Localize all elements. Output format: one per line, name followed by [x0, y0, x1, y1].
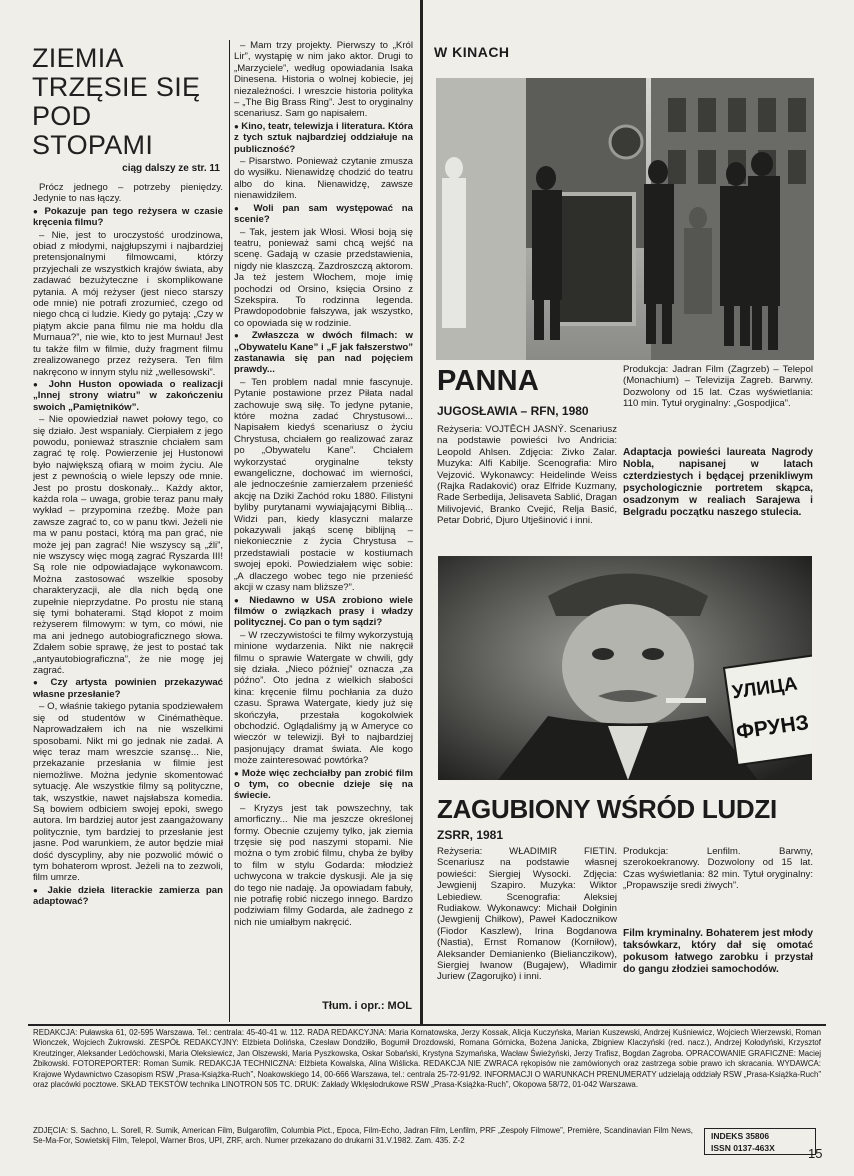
- film-production-zagubiony: Produkcja: Lenfilm. Barwny, szerokoekranowy. Dozwolony od 15 lat. Czas wyświetlania: 82 min. Tytuł oryginalny: „Propawszije sredi żiwych”.: [623, 846, 813, 892]
- interview-answer: – O, właśnie takiego pytania spodziewałem się od studentów w Cinémathèque. Naprowadzałem ich na nie wszelkimi sposobami. Nikt mi go jednak nie zadał. A więc teraz mam wreszcie szansę... Nie, przekazanie przesłania w filmie jest niemożliwe. Można jedynie skomentować sytuację. Ale wszystkie filmy są polityczne, tak, wszystkie, nawet najsłabsza komedia. Są bowiem odbiciem swojej epoki, swego autora. Im bardziej autor jest zaangażowany politycznie, tym bardziej to przesłanie jest jasne. Pod warunkiem, że autor będzie miał dość dyscypliny, aby nie pozwolić mówić o tym bohaterom wprost. Jeżeli na to zezwoli, film umrze.: [33, 701, 223, 884]
- footer-rule: [28, 1024, 826, 1026]
- interview-question: ● Kino, teatr, telewizja i literatura. Która z tych sztuk najbardziej oddziałuje na publiczność?: [234, 121, 413, 155]
- film-title-zagubiony: ZAGUBIONY WŚRÓD LUDZI: [437, 794, 777, 824]
- interview-answer: – Nie opowiedział nawet połowy tego, co się działo. Jest wspaniały. Cierpiałem z jego powodu, ponieważ strasznie chciałem sam zagrać tę rolę. Powierzenie jej Hustonowi było największą ofiarą w moim życiu. Ale jest z pewnością o wiele lepszy ode mnie. Jest po prostu doskonały... Każdy aktor, każda rola – uwaga, grobie teraz panu mały wykład – przypomina rzeźbę. Może pan zawsze zagrać to, co w panu tkwi. Jeżeli nie ma w panu postaci, którą ma pan grać, nie może jej pan zagrać! Nie wszyscy są „źli”, nie wszyscy więc mogą zagrać Ryszarda III! Są role nie odpowiadające wykonawcom. Można zastosować wszelkie sposoby charakteryzacji, ale dla nich będą one zupełnie nieprzydatne. Po prostu nie staną się tymi bohaterami. Stąd kłopot z moim reżyserem filmowym: w tym, co mówi, nie ma ani jednego autobiograficznego słowa. Zdałem sobie sprawę, że jest to postać tak „antyautobiograficzna”, że nie mogę jej zagrać.: [33, 414, 223, 677]
- interview-question: ● Niedawno w USA zrobiono wiele filmów o związkach prasy i władzy politycznej. Co pan o tym sądzi?: [234, 595, 413, 629]
- film-still-zagubiony-drawing: [438, 556, 812, 780]
- photo-credits: ZDJĘCIA: S. Sachno, L. Sorell, R. Sumik, American Film, Bulgarofilm, Columbia Pict., Epoca, Film-Echo, Jadran Film, Lenfilm, PRF „Zespoły Filmowe”, Première, Scandinavian Film News, Se-Ma-For, Sowietskij Film, Telepol, Warner Bros, UPI, ZRF, arch. Numer przekazano do drukarni 31.V.1982. Zam. 435. Z-2: [33, 1126, 693, 1146]
- film-origin-zagubiony: ZSRR, 1981: [437, 828, 504, 842]
- translator-credit: Tłum. i opr.: MOL: [322, 1000, 412, 1012]
- interview-answer: – Mam trzy projekty. Pierwszy to „Król Lir”, wystąpię w nim jako aktor. Drugi to „Marzyciele”, według opowiadania Isaka Dinesena. Historia o wolnej kobiecie, jej niezależności. I wreszcie historia polityka – „The Big Brass Ring”. Jest to oryginalny scenariusz. Sam go napisałem.: [234, 40, 413, 120]
- film-still-panna-drawing: [436, 78, 814, 360]
- article-headline: [32, 44, 222, 160]
- street-sign-line-2: ФРУНЗ: [734, 711, 811, 744]
- interview-answer: – Ten problem nadal mnie fascynuje. Pytanie postawione przez Piłata nadal zachowuje swą siłę. To jedyne pytanie, które można zadać Chrystusowi... Napisałem kiedyś scenariusz o życiu Chrystusa, chciałem go realizować zaraz po „Obywatelu Kane”. Chciałem wykorzystać oryginalne teksty ewangeliczne, dochować im wierności, ale jednocześnie zamierzałem przenieść akcję na Dziki Zachód roku 1880. Filistyni byliby purytanami wywiajającymi Biblią... Widzi pan, kiedy klasyczni malarze pokazywali jakąś scenę biblijną – niekoniecznie z życia Chrystusa – przedstawiali postacie w kostiumach swojej epoki. Powiedziałem więc sobie: „A dlaczego wobec tego nie przenieść akcji w czasy nam bliższe?”.: [234, 376, 413, 594]
- masthead-text: REDAKCJA: Puławska 61, 02-595 Warszawa. Tel.: centrala: 45-40-41 w. 112. RADA REDAKCYJNA: Maria Kornatowska, Jerzy Kossak, Alicja Kuczyńska, Marian Kuszewski, Andrzej Kuśniewicz, Wojciech Wierzewski, Roman Wionczek, Wojciech Żukrowski. ZESPÓŁ REDAKCYJNY: Elżbieta Dolińska, Czesław Dondziłło, Bogumił Drozdowski, Romana Górnicka, Bożena Janicka, Zbigniew Klaczyński (red. nacz.), Andrzej Kołodyński, Krzysztof Kreutzinger, Aleksander Ledóchowski, Maria Oleksiewicz, Jan Olszewski, Maria Pyszkowska, Oskar Sobański, Krystyna Szymańska, Wacław Świeżyński, Jerzy Trafisz, Bogdan Zagroba. OPRACOWANIE GRAFICZNE: Maciej Żbikowski. FOTOREPORTER: Roman Sumik. REDAKCJA TECHNICZNA: Elżbieta Kowalska, Alina Wiślicka. REDAKCJA NIE ZWRACA rękopisów nie zamówionych oraz zastrzega sobie prawo ich skracania. WYDAWCA: Krajowe Wydawnictwo Czasopism RSW „Prasa-Książka-Ruch”, Noakowskiego 14, 00-666 Warszawa, tel.: centrala 25-72-91/92. INFORMACJI O WARUNKACH PRENUMERATY udzielają oddziały RSW „Prasa-Książka-Ruch” oraz placówki pocztowe. SKŁAD TEKSTÓW technika LINOTRON 505 TC. DRUK: Zakłady Wklęsłodrukowe RSW „Prasa-Książka-Ruch”, Okopowa 58/72, 01-042 Warszawa.: [33, 1028, 821, 1090]
- interview-answer: Prócz jednego – potrzeby pieniędzy. Jedynie to nas łączy.: [33, 182, 223, 205]
- column-divider: [229, 40, 230, 1022]
- page-number: 15: [808, 1146, 823, 1161]
- film-description-zagubiony: Film kryminalny. Bohaterem jest młody taksówkarz, który dał się omotać pokusom łatwego zarobku i przystał do gangu złodziei samochodów.: [623, 928, 813, 975]
- interview-question: ● Czy artysta powinien przekazywać własne przesłanie?: [33, 677, 223, 700]
- interview-question: ● Jakie dzieła literackie zamierza pan adaptować?: [33, 885, 223, 908]
- index-number: INDEKS 35806: [711, 1131, 770, 1141]
- interview-answer: – W rzeczywistości te filmy wykorzystują minione wydarzenia. Nikt nie nakręcił filmu o sprawie Watergate w chwili, gdy się działa. „Nieco później” oznacza „za późno”. Oto jedna z wielkich słabości kina: kręcenie filmu pochłania za dużo czasu. Sprawa Watergate, kiedy już się skończyła, przestała kogokolwiek obchodzić. Oglądaliśmy ją w Ameryce co wieczór w telewizji. Był to najbardziej pasjonujący dramat świata. Ale kogo może zainteresować powtórka?: [234, 629, 413, 767]
- interview-answer: – Nie, jest to uroczystość urodzinowa, obiad z młodymi, najgłupszymi i najbardziej pretensjonalnymi filmowcami, którzy przyjechali ze wszystkich krajów świata, aby zadawać bezużyteczne i skomplikowane pytania. A mój reżyser (jest nieco starszy ode mnie) nie potrafi zrozumieć, czego od niego chcą ci ludzie. Kiedy go pytają: „Czy w piątym akcie pana filmu nie ma hołdu dla Murnaua?”, nie wie, kto to jest Murnau! Jest tu także film w filmie, duży fragment filmu zrealizowanego przez reżysera. Ten film nakręcono w innym stylu niż „wellesowski”.: [33, 229, 223, 378]
- street-sign-line-1: УЛИЦА: [730, 673, 799, 704]
- continued-note: ciąg dalszy ze str. 11: [122, 163, 220, 174]
- interview-answer: – Tak, jestem jak Włosi. Włosi boją się teatru, ponieważ sami chcą wejść na scenę. Gadają w czasie przedstawienia, nigdy nie klaszczą. Zazdroszczą aktorom. Ja też jestem Włochem, moje imię pochodzi od Orsino, księcia Orsino z Szekspira. To rodzinna legenda. Prawdopodobnie fałszywa, jak wszystko, co opowiada się w rodzinie.: [234, 226, 413, 329]
- headline-line: ZIEMIA: [32, 43, 124, 73]
- issn-number: ISSN 0137-463X: [711, 1143, 775, 1153]
- article-column-1: [33, 182, 223, 1020]
- interview-question: ● Woli pan sam występować na scenie?: [234, 203, 413, 226]
- film-title-panna: PANNA: [437, 365, 539, 397]
- interview-answer: – Kryzys jest tak powszechny, tak amorficzny... Nie ma jeszcze określonej formy. Obecnie czujemy tylko, jak ziemia trzęsie się pod naszymi stopami. Nie można o tym zrobić filmu, chyba że byłby to film w stylu Godarda: młodzież uchwycona w trakcie dyskusji. Ale ja się do tego nie nadaję. Ja opowiadam fabuły, nie potrafię robić niczego innego. Bardzo podziwiam filmy Godarda, ale żadnego z nich nie umiałbym nakręcić.: [234, 802, 413, 928]
- film-still-panna: [436, 78, 814, 360]
- interview-answer: – Pisarstwo. Ponieważ czytanie zmusza do wysiłku. Nienawidzę chodzić do teatru albo do kina. Nienawidzę, zawsze nienawidziłem.: [234, 156, 413, 202]
- interview-question: ● John Huston opowiada o realizacji „Innej strony wiatru” w zakończeniu swoich „Pamiętników”.: [33, 379, 223, 413]
- headline-line: STOPAMI: [32, 130, 154, 160]
- interview-question: ● Zwłaszcza w dwóch filmach: w „Obywatelu Kane” i „F jak fałszerstwo” zastanawia się pan nad pojęciem prawdy...: [234, 330, 413, 376]
- film-credits-zagubiony: Reżyseria: WŁADIMIR FIETIN. Scenariusz na podstawie własnej powieści: Siergiej Wysocki. Zdjęcia: Jewgienij Szapiro. Muzyka: Wiktor Lebiediew. Scenografia: Aleksiej Rudiakow. Wykonawcy: Michaił Dołginin (Jewgienij Chiłkow), Paweł Kadocznikow (Fiodor Kaszlew), Irina Bogdanowa (Nastia), Ernst Romanow (Korniłow), Aleksander Demianienko (Bielianczikow), Siergiej Iwanow (Bugajew), Władimir Juriew (Zagorujko) i inni.: [437, 846, 617, 983]
- article-column-2: [234, 40, 413, 998]
- film-origin-panna: JUGOSŁAWIA – RFN, 1980: [437, 404, 589, 418]
- film-still-zagubiony: [438, 556, 812, 780]
- headline-line: TRZĘSIE SIĘ: [32, 72, 201, 102]
- film-description-panna: Adaptacja powieści laureata Nagrody Nobla, napisanej w latach czterdziestych i będącej przenikliwym psychologicznie portretem skąpca, osadzonym w realiach Sarajewa i Belgradu początku naszego stulecia.: [623, 447, 813, 518]
- headline-line: POD: [32, 101, 92, 131]
- index-box: [704, 1128, 816, 1155]
- film-credits-panna: Reżyseria: VOJTĚCH JASNÝ. Scenariusz na podstawie powieści Ivo Andricia: Leopold Ahlsen. Zdjęcia: Zivko Zalar. Muzyka: Alfi Kabilje. Scenografia: Miro Vejzović. Wykonawcy: Heidelinde Weiss (Rajka Radaković) oraz Elfride Kuzmany, Rade Serbedija, Jelisaveta Sablić, Dragan Milivojević, Branko Cvejić, Relja Basić, Petar Dobrić, Djuro Utješinović i inni.: [437, 424, 617, 527]
- film-production-panna: Produkcja: Jadran Film (Zagrzeb) – Telepol (Monachium) – Televizija Zagreb. Barwny. Dozwolony od 15 lat. Czas wyświetlania: 110 min. Tytuł oryginalny: „Gospodjica”.: [623, 364, 813, 410]
- section-divider: [420, 0, 423, 1024]
- interview-question: ● Może więc zechciałby pan zrobić film o tym, co obecnie dzieje się na świecie.: [234, 768, 413, 802]
- interview-question: ● Pokazuje pan tego reżysera w czasie kręcenia filmu?: [33, 206, 223, 229]
- section-title: W KINACH: [434, 44, 510, 60]
